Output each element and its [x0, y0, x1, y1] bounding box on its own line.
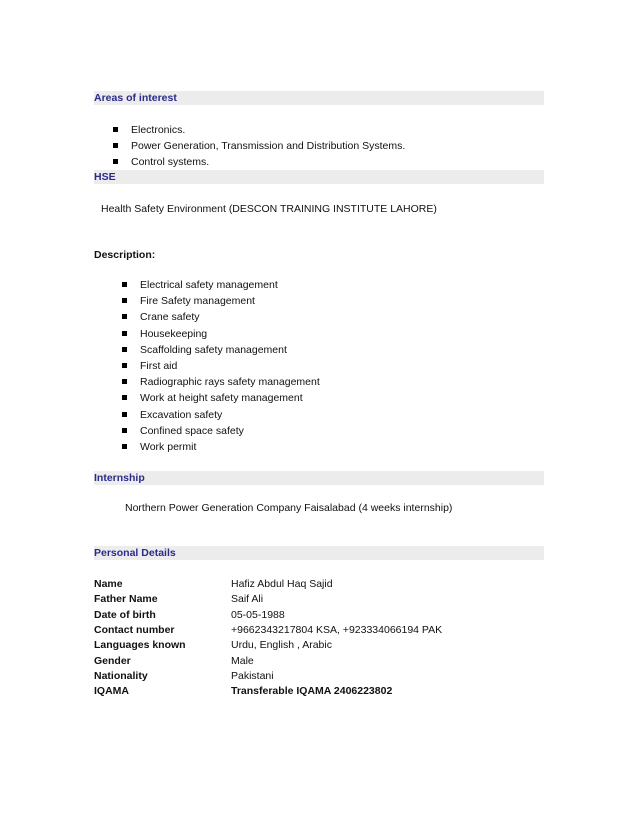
list-item: Work permit — [122, 439, 320, 455]
bullet-icon — [122, 428, 127, 433]
detail-value: Hafiz Abdul Haq Sajid — [231, 578, 333, 590]
detail-label: Contact number — [94, 623, 175, 636]
bullet-icon — [122, 379, 127, 384]
list-item: Fire Safety management — [122, 293, 320, 309]
detail-value: Saif Ali — [231, 593, 264, 606]
detail-value: Urdu, English , Arabic — [231, 639, 332, 652]
areas-of-interest-heading: Areas of interest — [94, 91, 544, 105]
detail-value: 05-05-1988 — [231, 608, 285, 621]
list-item: Electronics. — [113, 122, 405, 138]
detail-row-name — [94, 577, 544, 592]
detail-label: Date of birth — [94, 608, 156, 621]
personal-details-heading: Personal Details — [94, 546, 544, 560]
list-item: Radiographic rays safety management — [122, 374, 320, 390]
detail-value: Transferable IQAMA 2406223802 — [231, 685, 393, 698]
bullet-icon — [113, 159, 118, 164]
bullet-icon — [113, 143, 118, 148]
bullet-icon — [122, 282, 127, 287]
detail-label: Father Name — [94, 593, 158, 606]
detail-label: Name — [94, 578, 123, 590]
detail-row-gender — [94, 654, 544, 669]
detail-row-nationality — [94, 669, 544, 684]
detail-value: Pakistani — [231, 669, 274, 682]
list-item: Confined space safety — [122, 423, 320, 439]
list-item: Control systems. — [113, 154, 405, 170]
detail-row-contact-number — [94, 623, 544, 638]
list-item: Crane safety — [122, 309, 320, 325]
detail-row-languages — [94, 638, 544, 653]
bullet-icon — [122, 363, 127, 368]
bullet-icon — [122, 331, 127, 336]
list-item: Scaffolding safety management — [122, 342, 320, 358]
bullet-icon — [122, 314, 127, 319]
list-item: Housekeeping — [122, 326, 320, 342]
bullet-icon — [122, 444, 127, 449]
detail-label: IQAMA — [94, 685, 129, 698]
detail-row-date-of-birth — [94, 608, 544, 623]
detail-value: Male — [231, 654, 254, 667]
detail-value: +9662343217804 KSA, +923334066194 PAK — [231, 623, 443, 636]
bullet-icon — [122, 395, 127, 400]
list-item: First aid — [122, 358, 320, 374]
bullet-icon — [122, 412, 127, 417]
bullet-icon — [122, 347, 127, 352]
list-item: Work at height safety management — [122, 390, 320, 406]
list-item: Excavation safety — [122, 407, 320, 423]
bullet-icon — [113, 127, 118, 132]
internship-heading: Internship — [94, 471, 544, 485]
list-item: Electrical safety management — [122, 277, 320, 293]
bullet-icon — [122, 298, 127, 303]
detail-row-iqama — [94, 684, 544, 699]
list-item: Power Generation, Transmission and Distribution Systems. — [113, 138, 405, 154]
description-label: Description: — [94, 249, 156, 261]
hse-training: Health Safety Environment (DESCON TRAINING INSTITUTE LAHORE) — [101, 203, 437, 215]
areas-of-interest-list — [113, 122, 405, 171]
hse-heading: HSE — [94, 170, 544, 184]
detail-row-father-name — [94, 592, 544, 607]
internship-text: Northern Power Generation Company Faisalabad (4 weeks internship) — [125, 502, 453, 514]
hse-description-list — [122, 277, 320, 455]
detail-label: Gender — [94, 654, 131, 667]
detail-label: Languages known — [94, 639, 186, 652]
detail-label: Nationality — [94, 669, 148, 682]
